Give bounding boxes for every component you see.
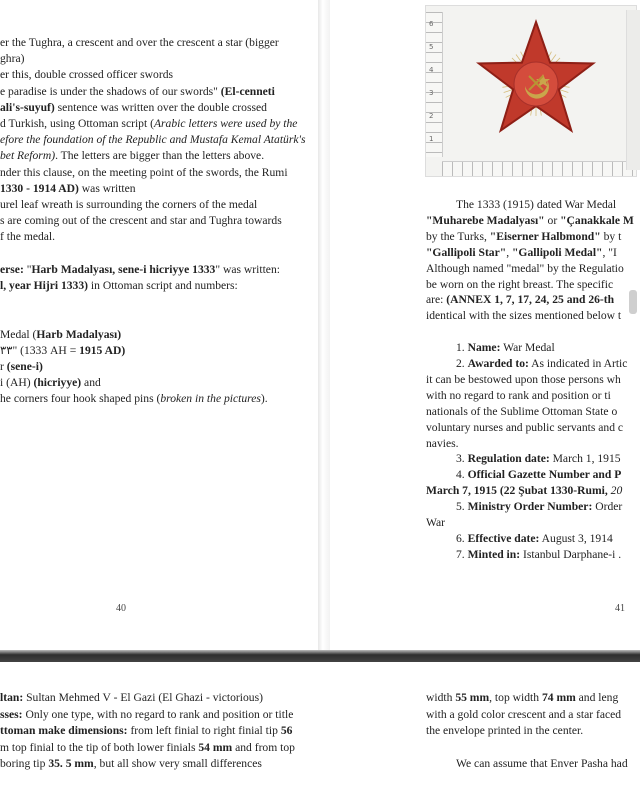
text-line bbox=[426, 388, 611, 403]
ruler-label: 1 bbox=[429, 135, 434, 143]
text-run: identical with the sizes mentioned below t bbox=[426, 309, 622, 323]
text-run: l, year Hijri 1333) bbox=[0, 279, 89, 292]
text-line bbox=[426, 690, 618, 705]
text-run: Minted in: bbox=[467, 547, 521, 561]
text-run: ٣٣" (1333 AH = bbox=[0, 343, 80, 357]
text-run: efore the foundation of the Republic and Mustafa Kemal Atatürk's bbox=[0, 133, 306, 147]
text-run: 7. bbox=[456, 547, 468, 561]
text-run: ali's-suyuf) bbox=[0, 100, 55, 114]
text-line bbox=[0, 375, 101, 390]
text-run: " bbox=[23, 262, 32, 276]
text-run: navies. bbox=[426, 436, 459, 450]
text-line bbox=[456, 531, 613, 546]
text-line bbox=[426, 723, 583, 738]
text-run: e paradise is under the shadows of our swords" bbox=[0, 84, 221, 98]
text-line bbox=[0, 359, 43, 374]
text-run: 54 mm bbox=[198, 740, 233, 754]
text-line bbox=[0, 391, 268, 406]
ruler-label: 3 bbox=[429, 89, 434, 97]
text-run: r bbox=[0, 360, 7, 373]
text-run: d Turkish, using Ottoman script ( bbox=[0, 117, 154, 130]
text-line bbox=[0, 723, 292, 738]
text-line bbox=[0, 262, 280, 277]
text-run: "Gallipoli Star" bbox=[426, 245, 507, 259]
text-run: 1. bbox=[456, 341, 468, 355]
text-run: Only one type, with no regard to rank and position or title bbox=[22, 707, 294, 721]
text-run: 35. 5 mm bbox=[48, 757, 94, 770]
war-medal-photo bbox=[425, 5, 637, 177]
text-run: We can assume that Enver Pasha had bbox=[456, 757, 628, 770]
text-run: Sultan Mehmed V - El Gazi (El Ghazi - victorious) bbox=[23, 691, 263, 704]
text-run: (hicriyye) bbox=[33, 376, 82, 390]
bottom-right-page bbox=[330, 662, 640, 800]
text-run: ttoman make dimensions: bbox=[0, 724, 128, 737]
text-run: War Medal bbox=[500, 341, 555, 355]
text-run: 3. bbox=[456, 452, 468, 466]
text-line bbox=[0, 148, 264, 163]
text-run: and bbox=[81, 376, 101, 390]
text-run: by the Turks, bbox=[426, 229, 490, 243]
text-line bbox=[426, 372, 621, 387]
text-run: Effective date: bbox=[467, 531, 540, 545]
text-line bbox=[0, 100, 267, 115]
text-run: sentence was written over the double crossed bbox=[54, 100, 267, 114]
text-run: Regulation date: bbox=[467, 452, 550, 466]
text-line bbox=[0, 327, 121, 342]
text-run: boring tip bbox=[0, 757, 49, 770]
text-line bbox=[456, 547, 621, 562]
text-run: 2. bbox=[456, 357, 468, 370]
text-run: by t bbox=[600, 229, 622, 243]
text-line bbox=[0, 197, 257, 212]
page-number: 40 bbox=[116, 603, 126, 614]
text-line bbox=[0, 756, 262, 771]
left-page bbox=[0, 0, 318, 650]
text-run: 74 mm bbox=[541, 691, 576, 704]
text-line bbox=[426, 213, 634, 228]
text-run: Arabic letters were used by the bbox=[153, 117, 298, 130]
text-run: f the medal. bbox=[0, 230, 56, 244]
text-run: "Gallipoli Medal" bbox=[512, 245, 603, 259]
text-run: (El-cenneti bbox=[220, 84, 275, 98]
text-run: er this, double crossed officer swords bbox=[0, 68, 174, 82]
text-run: ltan: bbox=[0, 691, 24, 704]
text-line bbox=[456, 499, 622, 514]
text-run: er the Tughra, a crescent and over the crescent a star (bigger bbox=[0, 36, 279, 49]
text-line bbox=[426, 292, 614, 307]
text-run: or bbox=[544, 213, 561, 227]
text-run: 55 mm bbox=[455, 691, 490, 704]
text-run: "Eiserner Halbmond" bbox=[489, 229, 601, 243]
horizontal-ruler bbox=[442, 161, 636, 176]
text-run: Ministry Order Number: bbox=[467, 500, 593, 514]
text-run: be worn on the right breast. The specific bbox=[426, 277, 614, 291]
text-run: 1915 AD) bbox=[79, 343, 126, 357]
text-run: erse: bbox=[0, 262, 24, 276]
text-run: nder this clause, on the meeting point of the swords, the Rumi bbox=[0, 165, 288, 179]
text-line bbox=[0, 229, 55, 244]
text-line bbox=[456, 340, 555, 355]
vertical-ruler bbox=[426, 12, 443, 157]
bottom-left-page bbox=[0, 662, 318, 800]
text-run: are: bbox=[426, 293, 447, 307]
text-line bbox=[0, 181, 136, 196]
text-run: As indicated in Artic bbox=[528, 357, 628, 370]
text-line bbox=[426, 308, 621, 323]
text-line bbox=[426, 404, 617, 419]
text-run: , top width bbox=[489, 691, 542, 704]
text-run: ). bbox=[260, 392, 268, 406]
text-run: 20 bbox=[610, 484, 623, 498]
text-line bbox=[426, 707, 621, 722]
text-run: it can be bestowed upon those persons wh bbox=[426, 372, 621, 386]
text-run: . The letters are bigger than the letters above. bbox=[55, 149, 265, 163]
text-run: Order bbox=[592, 500, 623, 514]
text-run: "Çanakkale M bbox=[560, 213, 634, 227]
text-run: 6. bbox=[456, 531, 468, 545]
text-line bbox=[0, 278, 238, 293]
text-run: from left finial to right finial tip bbox=[127, 724, 281, 737]
text-line bbox=[426, 483, 622, 498]
ruler-label: 6 bbox=[429, 20, 434, 28]
text-line bbox=[426, 420, 623, 435]
text-run: Harb Madalyası) bbox=[36, 327, 122, 341]
second-medal-photo-edge bbox=[626, 10, 640, 170]
text-run: "Muharebe Madalyası" bbox=[426, 213, 545, 227]
right-page bbox=[330, 0, 640, 650]
text-run: , bbox=[506, 245, 512, 259]
text-run: The 1333 (1915) dated War Medal bbox=[456, 198, 617, 211]
text-run: March 7, 1915 (22 Şubat 1330-Rumi, bbox=[426, 484, 611, 498]
text-line bbox=[0, 707, 293, 722]
text-run: Official Gazette Number and P bbox=[467, 468, 622, 482]
text-line bbox=[456, 197, 616, 212]
text-line bbox=[0, 740, 295, 755]
text-run: i (AH) bbox=[0, 376, 34, 390]
text-run: nationals of the Sublime Ottoman State o bbox=[426, 404, 618, 418]
text-line bbox=[0, 116, 297, 131]
text-line bbox=[0, 132, 306, 147]
page-gutter bbox=[318, 0, 330, 650]
gallipoli-star-image bbox=[471, 16, 601, 146]
spread-separator bbox=[0, 650, 640, 662]
text-run: was written bbox=[78, 181, 136, 195]
text-run: 4. bbox=[456, 468, 468, 482]
text-run: ghra) bbox=[0, 52, 25, 66]
text-run: Medal ( bbox=[0, 327, 37, 341]
text-line bbox=[456, 467, 621, 482]
text-run: he corners four hook shaped pins ( bbox=[0, 392, 161, 406]
text-line bbox=[0, 84, 275, 99]
text-line bbox=[0, 690, 263, 705]
text-run: August 3, 1914 bbox=[539, 531, 613, 545]
text-line bbox=[426, 229, 621, 244]
text-run: " was written: bbox=[215, 262, 280, 276]
text-line bbox=[0, 51, 24, 66]
text-line bbox=[426, 245, 617, 260]
text-run: (sene-i) bbox=[6, 360, 43, 373]
text-run: width bbox=[426, 691, 456, 704]
text-run: urel leaf wreath is surrounding the corners of the medal bbox=[0, 198, 258, 211]
text-line bbox=[426, 277, 613, 292]
text-run: , "I bbox=[602, 245, 617, 259]
text-run: , but all show very small differences bbox=[93, 757, 262, 770]
text-run: bet Reform) bbox=[0, 149, 56, 163]
text-line bbox=[0, 67, 173, 82]
text-run: in Ottoman script and numbers: bbox=[88, 279, 238, 292]
text-run: s are coming out of the crescent and star and Tughra towards bbox=[0, 214, 282, 228]
text-run: and from top bbox=[232, 740, 295, 754]
text-run: War bbox=[426, 516, 446, 529]
text-run: broken in the pictures bbox=[160, 392, 261, 406]
ruler-label: 5 bbox=[429, 43, 434, 51]
text-line bbox=[456, 451, 621, 466]
text-run: the envelope printed in the center. bbox=[426, 724, 584, 737]
ruler-label: 2 bbox=[429, 112, 434, 120]
text-line bbox=[0, 343, 125, 358]
text-line bbox=[456, 356, 627, 371]
text-run: (ANNEX 1, 7, 17, 24, 25 and 26-th bbox=[446, 293, 615, 307]
text-line bbox=[0, 165, 288, 180]
text-line bbox=[426, 515, 445, 530]
text-run: m top finial to the tip of both lower finials bbox=[0, 740, 199, 754]
text-run: and leng bbox=[575, 691, 619, 704]
text-run: Name: bbox=[467, 341, 501, 355]
text-run: 1330 - 1914 AD) bbox=[0, 181, 79, 195]
text-run: Although named "medal" by the Regulatio bbox=[426, 261, 624, 275]
text-run: sses: bbox=[0, 707, 23, 721]
text-line bbox=[426, 436, 459, 451]
text-line bbox=[426, 261, 624, 276]
text-run: with a gold color crescent and a star faced bbox=[426, 707, 622, 721]
text-line bbox=[0, 35, 279, 50]
text-line bbox=[456, 756, 628, 771]
ruler-label: 4 bbox=[429, 66, 434, 74]
text-line bbox=[0, 213, 282, 228]
text-run: with no regard to rank and position or ti bbox=[426, 388, 611, 402]
text-run: 5. bbox=[456, 500, 468, 514]
text-run: Istanbul Darphane-i . bbox=[520, 547, 622, 561]
page-number: 41 bbox=[615, 603, 625, 614]
text-run: voluntary nurses and public servants and c bbox=[426, 420, 624, 434]
page-scroll-handle[interactable] bbox=[629, 290, 637, 314]
text-run: March 1, 1915 bbox=[549, 452, 621, 466]
text-run: 56 bbox=[280, 724, 293, 737]
text-run: Awarded to: bbox=[467, 357, 529, 370]
text-run: Harb Madalyası, sene-i hicriyye 1333 bbox=[31, 262, 216, 276]
